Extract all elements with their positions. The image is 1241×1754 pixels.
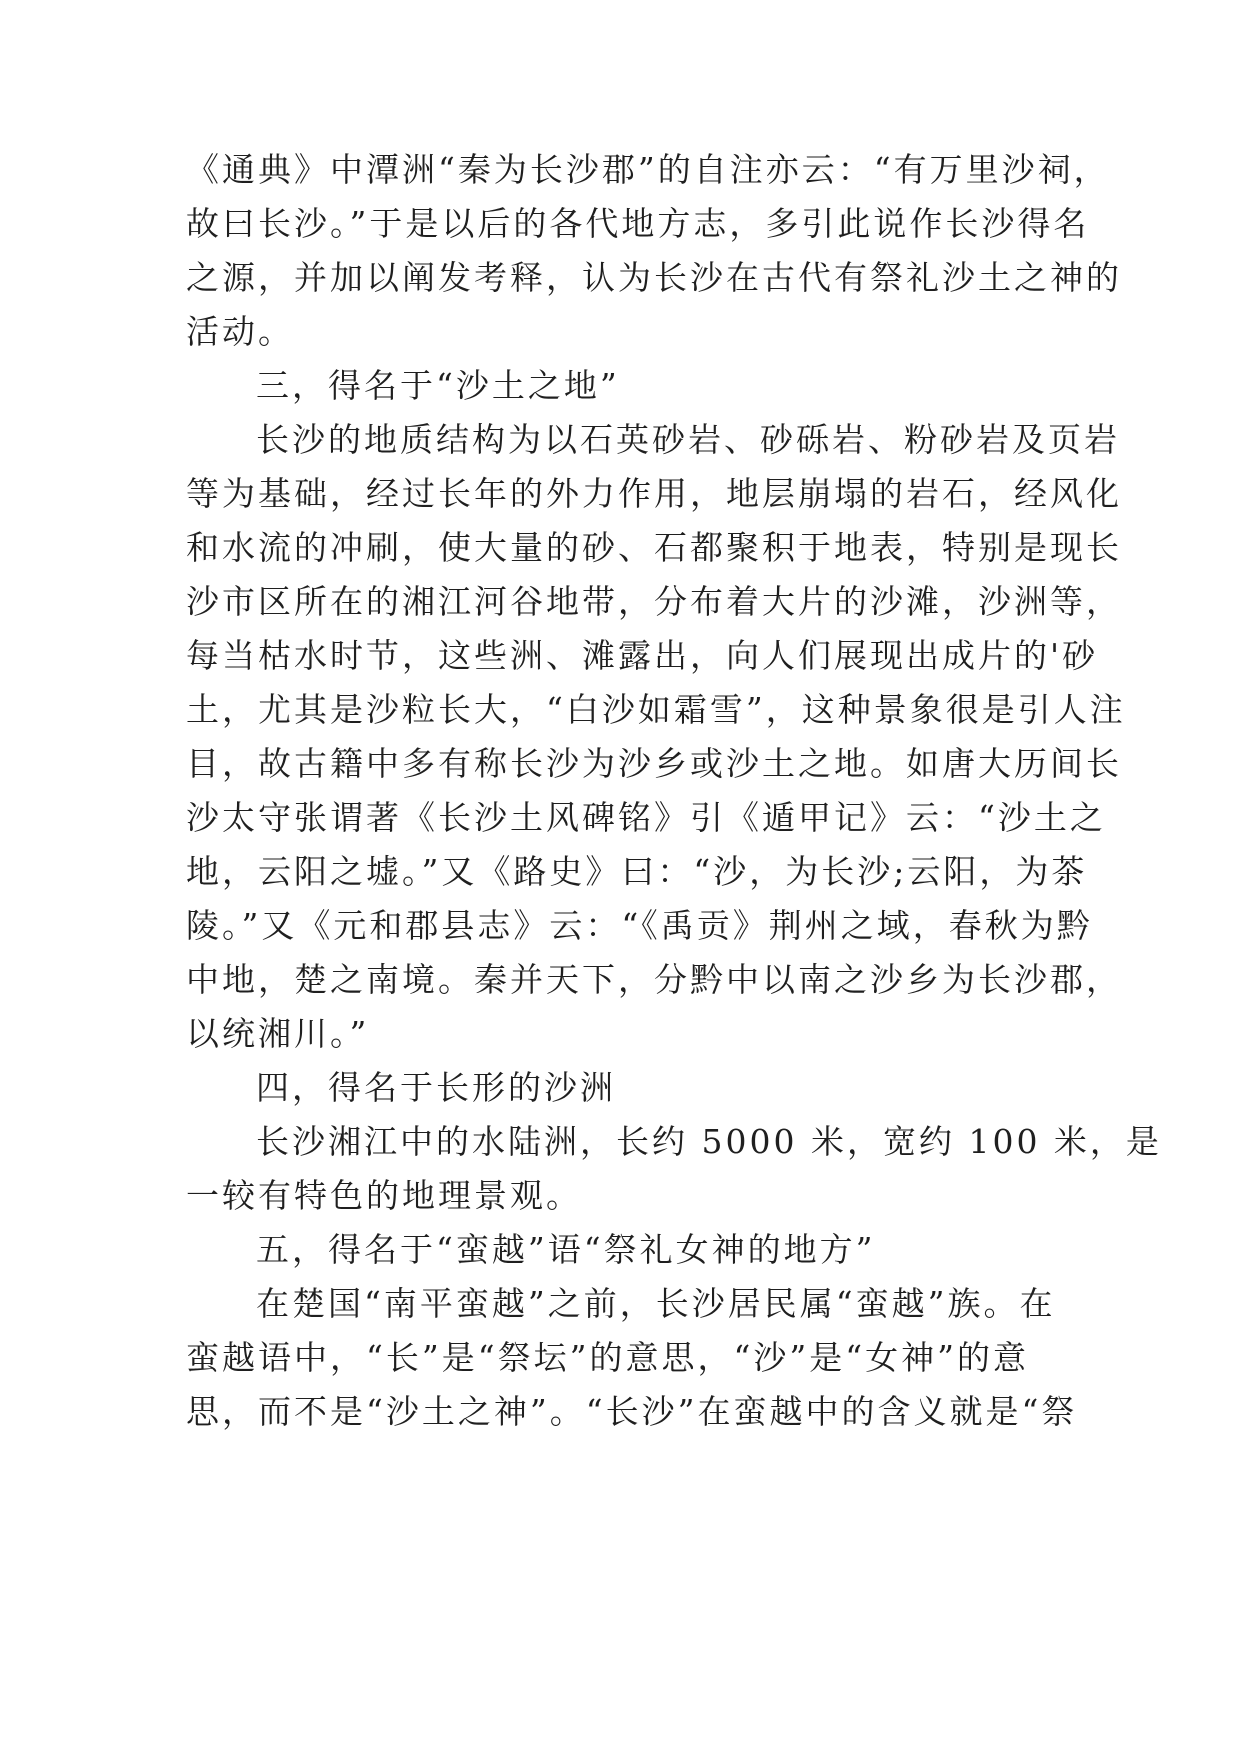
text-line: 活动。	[186, 312, 294, 351]
text-line: 长沙湘江中的水陆洲，长约 5000 米，宽约 100 米，是	[256, 1122, 1162, 1161]
text-line: 每当枯水时节，这些洲、滩露出，向人们展现出成片的'砂	[186, 636, 1099, 675]
section-heading: 三，得名于“沙土之地”	[256, 366, 620, 405]
text-line: 故曰长沙。”于是以后的各代地方志，多引此说作长沙得名	[186, 204, 1090, 243]
text-line: 一较有特色的地理景观。	[186, 1176, 582, 1215]
text-line: 等为基础，经过长年的外力作用，地层崩塌的岩石，经风化	[186, 474, 1122, 513]
text-line: 沙太守张谓著《长沙土风碑铭》引《遁甲记》云：“沙土之	[186, 798, 1106, 837]
text-line: 和水流的冲刷，使大量的砂、石都聚积于地表，特别是现长	[186, 528, 1122, 567]
text-line: 思，而不是“沙土之神”。“长沙”在蛮越中的含义就是“祭	[186, 1392, 1078, 1431]
section-heading: 五，得名于“蛮越”语“祭礼女神的地方”	[256, 1230, 876, 1269]
text-line: 蛮越语中，“长”是“祭坛”的意思，“沙”是“女神”的意	[186, 1338, 1029, 1377]
text-line: 中地，楚之南境。秦并天下，分黔中以南之沙乡为长沙郡，	[186, 960, 1122, 999]
text-line: 陵。”又《元和郡县志》云：“《禹贡》荆州之域，春秋为黔	[186, 906, 1093, 945]
text-line: 沙市区所在的湘江河谷地带，分布着大片的沙滩，沙洲等，	[186, 582, 1122, 621]
text-line: 《通典》中潭洲“秦为长沙郡”的自注亦云：“有万里沙祠，	[186, 150, 1110, 189]
section-heading: 四，得名于长形的沙洲	[256, 1068, 616, 1107]
text-line: 土，尤其是沙粒长大，“白沙如霜雪”，这种景象很是引人注	[186, 690, 1126, 729]
text-line: 目，故古籍中多有称长沙为沙乡或沙土之地。如唐大历间长	[186, 744, 1122, 783]
text-line: 长沙的地质结构为以石英砂岩、砂砾岩、粉砂岩及页岩	[256, 420, 1120, 459]
text-line: 地，云阳之墟。”又《路史》曰：“沙，为长沙;云阳，为茶	[186, 852, 1088, 891]
text-line: 之源，并加以阐发考释，认为长沙在古代有祭礼沙土之神的	[186, 258, 1122, 297]
text-line: 以统湘川。”	[186, 1014, 370, 1053]
text-line: 在楚国“南平蛮越”之前，长沙居民属“蛮越”族。在	[256, 1284, 1056, 1323]
